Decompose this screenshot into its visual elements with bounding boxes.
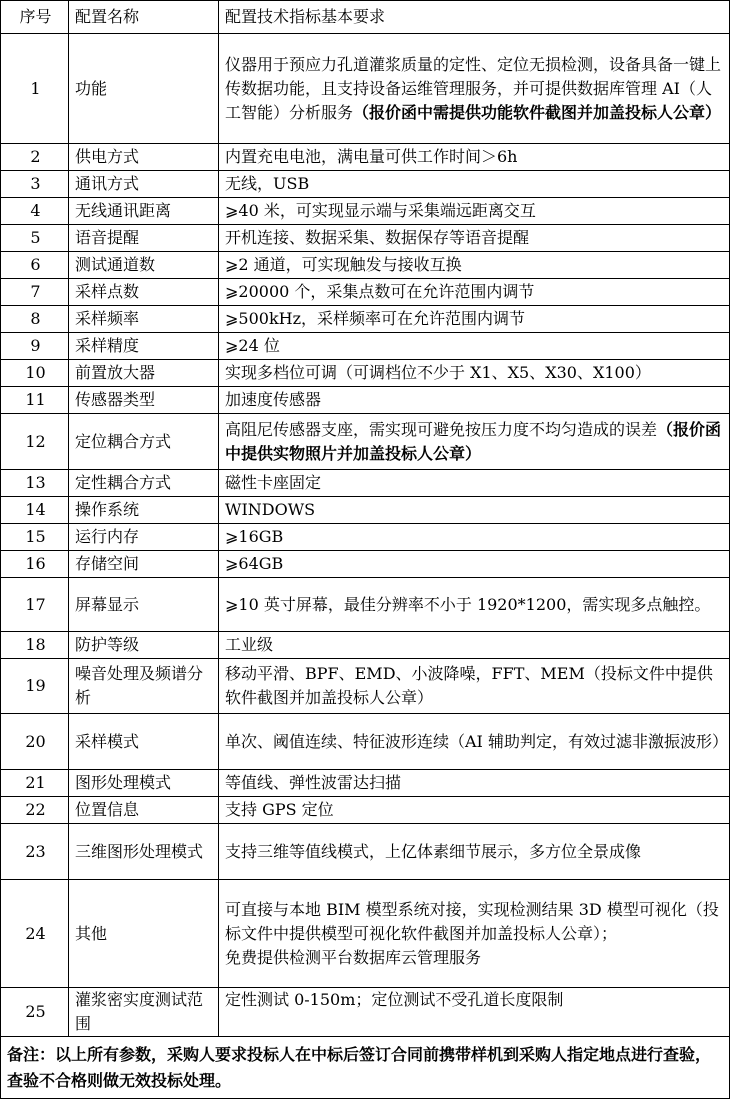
requirement-text: 可直接与本地 BIM 模型系统对接，实现检测结果 3D 模型可视化（投标文件中提供模型可视化软件截图并加盖投标人公章）； <box>225 899 719 943</box>
table-row <box>1 198 730 225</box>
table-row <box>1 659 730 714</box>
table-row <box>1 306 730 333</box>
row-no: 13 <box>1 470 69 497</box>
row-name: 通讯方式 <box>69 171 219 198</box>
row-no: 12 <box>1 414 69 470</box>
row-requirement: 定性测试 0-150m；定位测试不受孔道长度限制 <box>219 988 730 1037</box>
table-row <box>1 497 730 524</box>
row-requirement: ⩾10 英寸屏幕，最佳分辨率不小于 1920*1200，需实现多点触控。 <box>219 578 730 632</box>
table-row <box>1 770 730 797</box>
row-requirement: 等值线、弹性波雷达扫描 <box>219 770 730 797</box>
row-name: 操作系统 <box>69 497 219 524</box>
row-no: 19 <box>1 659 69 714</box>
row-no: 8 <box>1 306 69 333</box>
table-note-row <box>1 1037 730 1099</box>
row-no: 14 <box>1 497 69 524</box>
table-row <box>1 333 730 360</box>
row-name: 三维图形处理模式 <box>69 824 219 880</box>
header-no: 序号 <box>1 1 69 34</box>
row-no: 1 <box>1 34 69 144</box>
row-requirement: ⩾16GB <box>219 524 730 551</box>
row-name: 采样频率 <box>69 306 219 333</box>
row-requirement: WINDOWS <box>219 497 730 524</box>
row-name: 防护等级 <box>69 632 219 659</box>
table-row <box>1 360 730 387</box>
requirement-bold-note: （报价函中需提供功能软件截图并加盖投标人公章） <box>353 102 722 122</box>
row-no: 6 <box>1 252 69 279</box>
row-requirement: ⩾20000 个，采集点数可在允许范围内调节 <box>219 279 730 306</box>
row-requirement: ⩾24 位 <box>219 333 730 360</box>
table-row <box>1 279 730 306</box>
row-name: 定位耦合方式 <box>69 414 219 470</box>
table-row <box>1 414 730 470</box>
row-requirement: 磁性卡座固定 <box>219 470 730 497</box>
header-requirement: 配置技术指标基本要求 <box>219 1 730 34</box>
row-no: 24 <box>1 880 69 988</box>
requirement-text-2: 免费提供检测平台数据库云管理服务 <box>225 947 482 967</box>
row-requirement: 工业级 <box>219 632 730 659</box>
table-note: 备注：以上所有参数，采购人要求投标人在中标后签订合同前携带样机到采购人指定地点进行查验，查验不合格则做无效投标处理。 <box>1 1037 730 1099</box>
row-no: 5 <box>1 225 69 252</box>
row-no: 9 <box>1 333 69 360</box>
row-requirement: ⩾64GB <box>219 551 730 578</box>
row-requirement <box>219 414 730 470</box>
table-header-row <box>1 1 730 34</box>
row-name: 语音提醒 <box>69 225 219 252</box>
row-no: 16 <box>1 551 69 578</box>
table-row <box>1 880 730 988</box>
row-requirement: 开机连接、数据采集、数据保存等语音提醒 <box>219 225 730 252</box>
row-requirement: 移动平滑、BPF、EMD、小波降噪，FFT、MEM（投标文件中提供软件截图并加盖投标人公章） <box>219 659 730 714</box>
row-requirement: 无线，USB <box>219 171 730 198</box>
row-no: 7 <box>1 279 69 306</box>
row-no: 2 <box>1 144 69 171</box>
table-row <box>1 470 730 497</box>
table-row <box>1 144 730 171</box>
requirement-text: 仪器用于预应力孔道灌浆质量的定性、定位无损检测，设备具备一键上传数据功能，且支持设备运维管理服务，并可提供数据库管理 AI（人工智能）分析服务 <box>225 54 722 122</box>
row-no: 22 <box>1 797 69 824</box>
row-requirement: 单次、阈值连续、特征波形连续（AI 辅助判定，有效过滤非激振波形） <box>219 714 730 770</box>
row-requirement: ⩾2 通道，可实现触发与接收互换 <box>219 252 730 279</box>
row-name: 无线通讯距离 <box>69 198 219 225</box>
row-name: 前置放大器 <box>69 360 219 387</box>
row-no: 17 <box>1 578 69 632</box>
row-requirement: 加速度传感器 <box>219 387 730 414</box>
row-no: 23 <box>1 824 69 880</box>
row-name: 定性耦合方式 <box>69 470 219 497</box>
row-requirement <box>219 34 730 144</box>
row-requirement: 实现多档位可调（可调档位不少于 X1、X5、X30、X100） <box>219 360 730 387</box>
row-requirement: 支持 GPS 定位 <box>219 797 730 824</box>
row-no: 3 <box>1 171 69 198</box>
row-no: 21 <box>1 770 69 797</box>
table-row <box>1 824 730 880</box>
row-name: 屏幕显示 <box>69 578 219 632</box>
row-name: 测试通道数 <box>69 252 219 279</box>
table-row <box>1 34 730 144</box>
row-name: 其他 <box>69 880 219 988</box>
table-row <box>1 225 730 252</box>
requirement-text: 高阻尼传感器支座，需实现可避免按压力度不均匀造成的误差 <box>225 419 658 439</box>
row-name: 灌浆密实度测试范围 <box>69 988 219 1037</box>
row-no: 18 <box>1 632 69 659</box>
table-row <box>1 578 730 632</box>
table-row <box>1 632 730 659</box>
table-row <box>1 988 730 1037</box>
row-requirement: 内置充电电池，满电量可供工作时间＞6h <box>219 144 730 171</box>
row-name: 噪音处理及频谱分析 <box>69 659 219 714</box>
row-name: 存储空间 <box>69 551 219 578</box>
row-name: 供电方式 <box>69 144 219 171</box>
table-row <box>1 714 730 770</box>
row-no: 11 <box>1 387 69 414</box>
row-name: 传感器类型 <box>69 387 219 414</box>
table-row <box>1 171 730 198</box>
row-requirement <box>219 880 730 988</box>
row-requirement: ⩾40 米，可实现显示端与采集端远距离交互 <box>219 198 730 225</box>
row-no: 10 <box>1 360 69 387</box>
row-name: 图形处理模式 <box>69 770 219 797</box>
row-name: 采样点数 <box>69 279 219 306</box>
row-no: 4 <box>1 198 69 225</box>
row-name: 位置信息 <box>69 797 219 824</box>
header-name: 配置名称 <box>69 1 219 34</box>
table-row <box>1 551 730 578</box>
row-no: 25 <box>1 988 69 1037</box>
row-requirement: 支持三维等值线模式，上亿体素细节展示，多方位全景成像 <box>219 824 730 880</box>
row-name: 运行内存 <box>69 524 219 551</box>
table-row <box>1 387 730 414</box>
row-name: 采样精度 <box>69 333 219 360</box>
row-name: 功能 <box>69 34 219 144</box>
row-requirement: ⩾500kHz，采样频率可在允许范围内调节 <box>219 306 730 333</box>
row-no: 20 <box>1 714 69 770</box>
table-row <box>1 252 730 279</box>
table-row <box>1 524 730 551</box>
row-name: 采样模式 <box>69 714 219 770</box>
table-row <box>1 797 730 824</box>
requirement-bold-note: （报价函中提供实物照片并加盖投标人公章） <box>225 419 722 463</box>
row-no: 15 <box>1 524 69 551</box>
